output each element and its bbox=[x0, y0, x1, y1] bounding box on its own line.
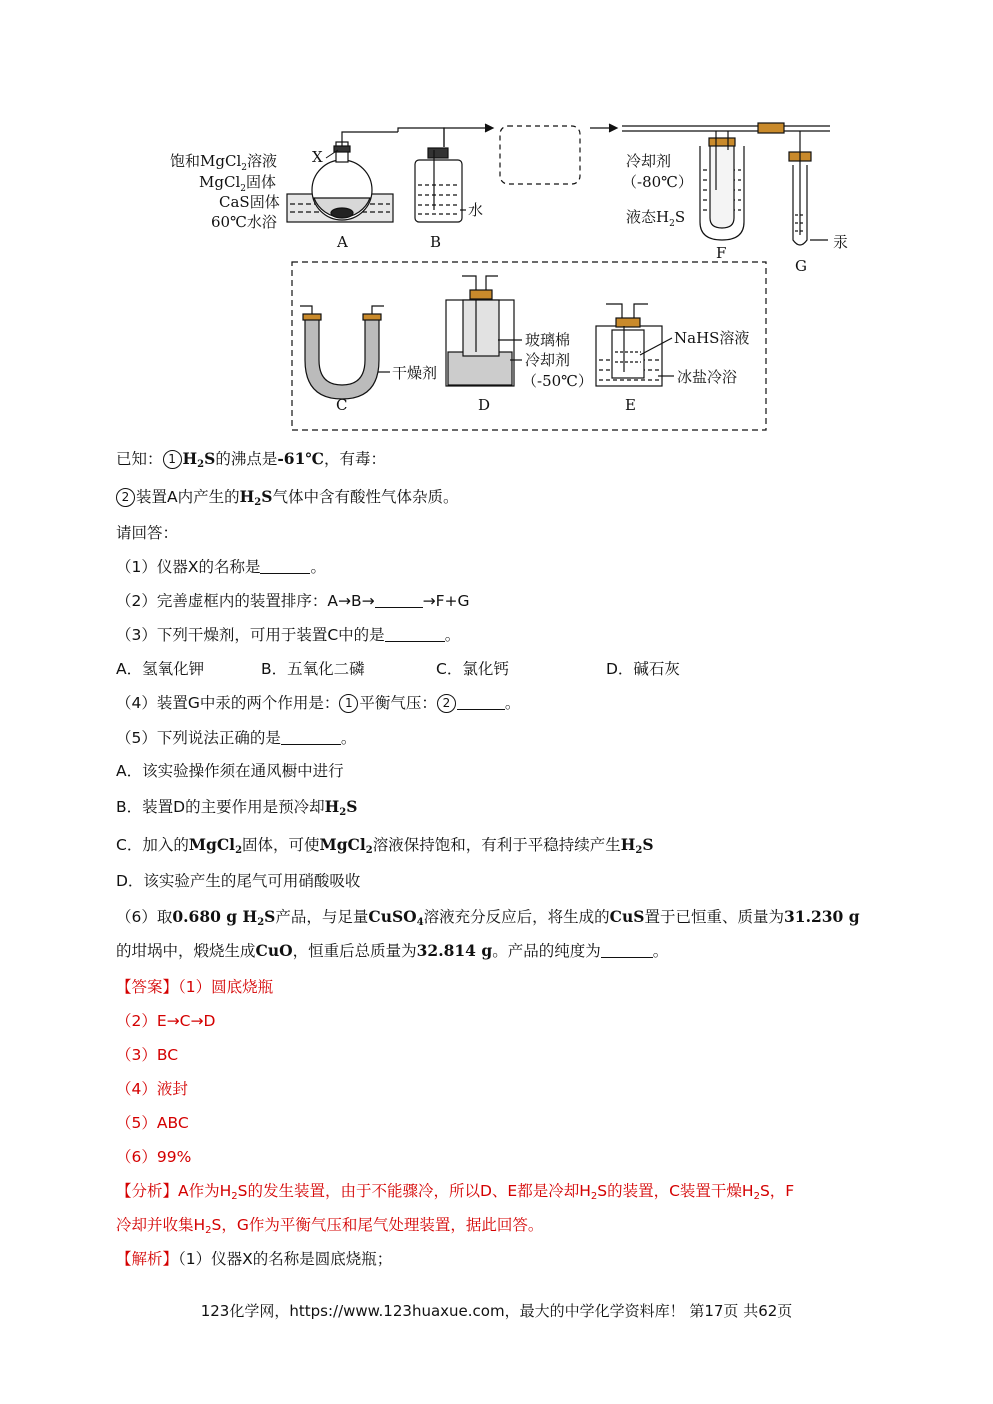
label-C: C bbox=[336, 396, 348, 414]
page-footer: 123化学网，https://www.123huaxue.com，最大的中学化学资料库！ 第17页 共62页 bbox=[200, 1302, 793, 1320]
label-desiccant: 干燥剂 bbox=[392, 364, 438, 382]
question-6-line-2: 的坩埚中，煅烧生成CuO，恒重后总质量为32.814 g。产品的纯度为 。 bbox=[116, 941, 669, 960]
label-mgcl2-solid: MgCl$_2$固体 bbox=[199, 173, 276, 194]
prompt: 请回答： bbox=[116, 524, 179, 542]
question-5: （5）下列说法正确的是 。 bbox=[116, 729, 357, 747]
answer-2: （2）E→C→D bbox=[116, 1012, 216, 1030]
answer-blank bbox=[281, 730, 341, 745]
label-liquid-h2s: 液态$H_2S$ bbox=[626, 208, 686, 229]
analysis-line-1: 【分析】A作为$H_2S$的发生装置，由于不能骤冷，所以D、E都是冷却$H_2S$的装置，C装置干燥$H_2S$，F bbox=[116, 1182, 795, 1202]
option-d: D．碱石灰 bbox=[606, 660, 680, 678]
question-3-options bbox=[116, 658, 680, 680]
answer-blank bbox=[375, 593, 423, 608]
question-4: （4）装置G中汞的两个作用是： 1 平衡气压： 2 。 bbox=[116, 694, 521, 712]
question-5-a: A．该实验操作须在通风橱中进行 bbox=[116, 762, 344, 780]
solution-line-1: 【解析】（1）仪器X的名称是圆底烧瓶； bbox=[116, 1250, 393, 1268]
label-bath: 60℃水浴 bbox=[211, 213, 277, 231]
label-ice-salt: 冰盐冷浴 bbox=[677, 368, 738, 386]
known-2: 2 装置A内产生的$H_2S$气体中含有酸性气体杂质。 bbox=[116, 486, 458, 508]
answer-blank bbox=[385, 627, 445, 642]
label-water: 水 bbox=[468, 201, 484, 219]
known-1: 已知： 1 $H_2S$的沸点是-61℃，有毒： bbox=[116, 449, 386, 470]
answer-blank bbox=[260, 559, 310, 574]
label-coolant-f: 冷却剂 bbox=[626, 152, 672, 170]
apparatus-diagram bbox=[0, 0, 993, 440]
question-6-line-1: （6）取0.680 g $H_2S$产品，与足量CuSO$_4$溶液充分反应后，将生成的CuS置于已恒重、质量为31.230 g bbox=[116, 907, 860, 928]
label-coolant-f-temp: （-80℃） bbox=[622, 173, 693, 191]
question-1: （1）仪器X的名称是 。 bbox=[116, 558, 326, 576]
answer-6: （6）99% bbox=[116, 1148, 192, 1166]
label-E: E bbox=[625, 396, 636, 414]
answer-4: （4）液封 bbox=[116, 1080, 188, 1098]
answer-blank bbox=[601, 943, 653, 958]
answer-5: （5）ABC bbox=[116, 1114, 189, 1132]
label-cas: CaS固体 bbox=[219, 193, 280, 211]
label-mercury: 汞 bbox=[833, 233, 849, 251]
label-G: G bbox=[795, 257, 807, 275]
option-a: A．氢氧化钾 bbox=[116, 660, 205, 678]
question-5-c: C．加入的MgCl$_2$固体，可使MgCl$_2$溶液保持饱和，有利于平稳持续产生$H_2S$ bbox=[116, 835, 654, 856]
label-coolant-d-temp: （-50℃） bbox=[522, 372, 593, 390]
question-5-d: D．该实验产生的尾气可用硝酸吸收 bbox=[116, 872, 361, 890]
label-A: A bbox=[337, 233, 348, 251]
label-F: F bbox=[716, 244, 727, 262]
question-3: （3）下列干燥剂，可用于装置C中的是 。 bbox=[116, 626, 461, 644]
label-B: B bbox=[430, 233, 442, 251]
question-5-b: B．装置D的主要作用是预冷却$H_2S$ bbox=[116, 797, 358, 818]
option-c: C．氯化钙 bbox=[436, 660, 509, 678]
label-coolant-d: 冷却剂 bbox=[525, 351, 571, 369]
question-2: （2）完善虚框内的装置排序：A→B→ →F+G bbox=[116, 592, 470, 610]
label-nahs: NaHS溶液 bbox=[674, 329, 750, 347]
label-x: X bbox=[312, 148, 323, 166]
label-glass-wool: 玻璃棉 bbox=[525, 331, 571, 349]
answer-3: （3）BC bbox=[116, 1046, 179, 1064]
label-saturated-mgcl2: 饱和MgCl$_2$溶液 bbox=[170, 152, 277, 173]
answer-blank bbox=[457, 695, 505, 710]
option-b: B．五氧化二磷 bbox=[261, 660, 365, 678]
label-D: D bbox=[478, 396, 491, 414]
answer-1: 【答案】（1）圆底烧瓶 bbox=[116, 978, 274, 996]
analysis-line-2: 冷却并收集$H_2S$，G作为平衡气压和尾气处理装置，据此回答。 bbox=[116, 1216, 544, 1236]
